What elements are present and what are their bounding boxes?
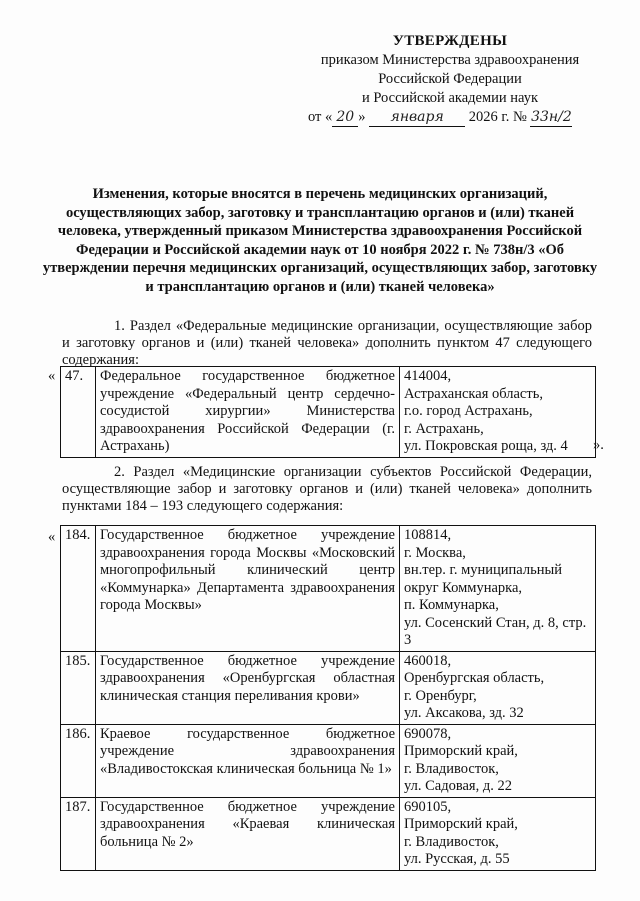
approval-line-2: Российской Федерации bbox=[378, 71, 522, 87]
address-line: Астраханская область, bbox=[404, 385, 543, 402]
table-row bbox=[61, 724, 596, 797]
row-number: 187. bbox=[61, 797, 96, 870]
address-line: 690105, bbox=[404, 798, 452, 815]
address-line: ул. Аксакова, зд. 32 bbox=[404, 705, 524, 721]
section-1-open-quote: « bbox=[48, 368, 56, 384]
handwritten-order-number: 33н/2 bbox=[531, 109, 572, 125]
organization-address bbox=[400, 651, 596, 724]
row-number: 184. bbox=[61, 526, 96, 652]
address-line: 690078, bbox=[404, 725, 452, 742]
document-title: Изменения, которые вносятся в перечень медицинских организаций, осуществляющих забор, заготовку и трансплантацию органов и (или) тканей человека, утвержденный приказом Министерства здравоохранения Российской Федерации и Российской академии наук от 10 ноября 2022 г. № 738н/3 «Об утверждении перечня медицинских организаций, осуществляющих забор, заготовку и трансплантацию органов и (или) тканей человека» bbox=[42, 186, 598, 295]
section-1-table bbox=[60, 366, 596, 458]
handwritten-day: 20 bbox=[332, 110, 358, 127]
organization-address bbox=[400, 526, 596, 652]
address-line: 460018, bbox=[404, 652, 452, 669]
organization-name: Государственное бюджетное учреждение здравоохранения города Москвы «Московский многопрофильный клинический центр «Коммунарка» Департамента здравоохранения города Москвы» bbox=[96, 526, 400, 652]
table-row bbox=[61, 526, 596, 652]
address-line: г.о. город Астрахань, bbox=[404, 403, 533, 419]
address-line: 108814, bbox=[404, 527, 452, 543]
row-number: 185. bbox=[61, 651, 96, 724]
address-line: ул. Садовая, д. 22 bbox=[404, 778, 512, 794]
approval-date-number bbox=[300, 108, 600, 127]
section-2-table bbox=[60, 525, 596, 871]
approval-line-3: и Российской академии наук bbox=[361, 90, 539, 106]
approval-heading: УТВЕРЖДЕНЫ bbox=[392, 33, 508, 49]
organization-name: Государственное бюджетное учреждение здравоохранения «Краевая клиническая больница № 2» bbox=[96, 797, 400, 870]
row-number: 47. bbox=[61, 367, 96, 458]
address-line: г. Астрахань, bbox=[404, 420, 484, 437]
address-line: Оренбургская область, bbox=[404, 670, 545, 686]
address-line: г. Оренбург, bbox=[404, 687, 477, 704]
year-and-number-label: 2026 г. № bbox=[468, 109, 527, 125]
address-line: г. Владивосток, bbox=[404, 760, 499, 777]
organization-address bbox=[400, 367, 596, 458]
address-line: вн.тер. г. муниципальный округ Коммунарка, bbox=[404, 562, 562, 596]
date-quote-close: » bbox=[358, 109, 366, 125]
table-row bbox=[61, 797, 596, 870]
date-prefix: от « bbox=[308, 109, 333, 125]
organization-name: Краевое государственное бюджетное учреждение здравоохранения «Владивостокская клиническая больница № 1» bbox=[96, 724, 400, 797]
section-2-open-quote: « bbox=[48, 529, 56, 545]
address-line: ул. Покровская роща, зд. 4 bbox=[404, 438, 568, 454]
address-line: п. Коммунарка, bbox=[404, 597, 499, 613]
approval-line-1: приказом Министерства здравоохранения bbox=[320, 52, 580, 68]
table-row bbox=[61, 651, 596, 724]
section-1-close-quote: ». bbox=[593, 437, 604, 453]
address-line: Приморский край, bbox=[404, 743, 518, 759]
organization-address bbox=[400, 724, 596, 797]
organization-name: Государственное бюджетное учреждение здравоохранения «Оренбургская областная клиническая станция переливания крови» bbox=[96, 651, 400, 724]
address-line: г. Москва, bbox=[404, 544, 466, 561]
address-line: ул. Сосенский Стан, д. 8, стр. 3 bbox=[404, 614, 587, 648]
address-line: г. Владивосток, bbox=[404, 833, 499, 850]
organization-name: Федеральное государственное бюджетное учреждение «Федеральный центр сердечно-сосудистой хирургии» Министерства здравоохранения Российской Федерации (г. Астрахань) bbox=[96, 367, 400, 458]
address-line: ул. Русская, д. 55 bbox=[404, 851, 510, 867]
section-2-text: 2. Раздел «Медицинские организации субъектов Российской Федерации, осуществляющие забор и заготовку органов и (или) тканей человека» дополнить пунктами 184 – 193 следующего содержания: bbox=[62, 464, 592, 514]
section-1-text: 1. Раздел «Федеральные медицинские организации, осуществляющие забор и заготовку органов и (или) тканей человека» дополнить пунктом 47 следующего содержания: bbox=[62, 318, 592, 368]
organization-address bbox=[400, 797, 596, 870]
handwritten-month: января bbox=[369, 110, 465, 127]
address-line: 414004, bbox=[404, 368, 452, 384]
row-number: 186. bbox=[61, 724, 96, 797]
approval-block bbox=[300, 32, 600, 127]
table-row bbox=[61, 367, 596, 458]
address-line: Приморский край, bbox=[404, 816, 518, 832]
